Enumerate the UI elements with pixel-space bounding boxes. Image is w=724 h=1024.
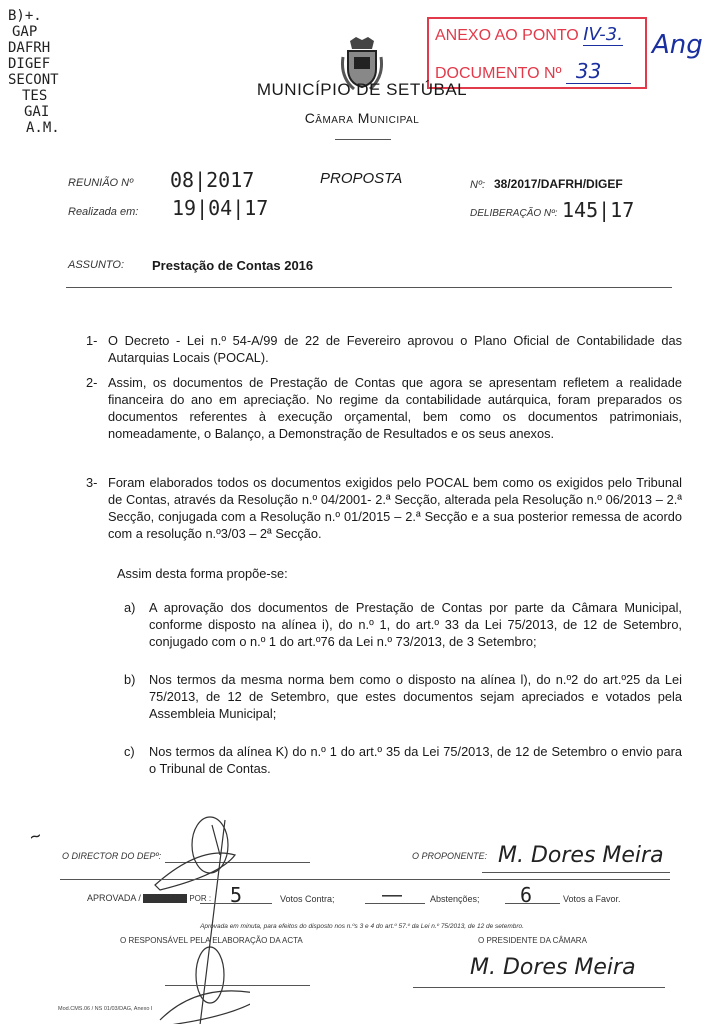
votos-favor-label: Votos a Favor. bbox=[563, 894, 621, 904]
item-number: 1- bbox=[86, 333, 98, 348]
sub-item bbox=[124, 599, 682, 650]
proponente-signature: M. Dores Meira bbox=[498, 843, 664, 868]
reuniao-label: REUNIÃO Nº bbox=[68, 177, 134, 189]
realizada-label: Realizada em: bbox=[68, 206, 139, 218]
reuniao-value: 08|2017 bbox=[170, 168, 255, 192]
document-type: PROPOSTA bbox=[320, 170, 403, 187]
deliberacao-value: 145|17 bbox=[562, 198, 635, 222]
votos-contra-value: 5 bbox=[230, 883, 243, 907]
note: B)+. bbox=[8, 8, 42, 24]
proposal-intro: Assim desta forma propõe-se: bbox=[117, 566, 288, 581]
sub-item-text: Nos termos da alínea K) do n.º 1 do art.º 35 da Lei 75/2013, de 12 de Setembro o envio para o Tribunal de Contas. bbox=[149, 744, 682, 776]
proposal-number: 38/2017/DAFRH/DIGEF bbox=[494, 177, 623, 191]
annex-stamp bbox=[427, 17, 647, 89]
numero-label: Nº: bbox=[470, 179, 486, 191]
item-number: 2- bbox=[86, 375, 98, 390]
presidente-label: O PRESIDENTE DA CÂMARA bbox=[478, 936, 587, 945]
item-text: Foram elaborados todos os documentos exigidos pelo POCAL bem como os exigidos pelo Tribunal de Contas, através da Resolução n.º 04/2001- 2.ª Secção, alterada pela Resolução n.º 06/2013 – 2.ª Secção, conjugada com a Resolução n.º 01/2015 – 2.ª Secção e a sua posterior remessa de acordo com a resolução n.º3/03 – 2ª Secção. bbox=[108, 475, 682, 541]
director-label: O DIRECTOR DO DEPº: bbox=[62, 851, 162, 861]
initials-signature: Ang bbox=[652, 30, 703, 60]
sub-item-text: Nos termos da mesma norma bem como o disposto na alínea l), do n.º2 do art.º25 da Lei 75/2013, de 12 de Setembro, que estes documentos sejam apreciados e votados pela Assembleia Municipal; bbox=[149, 672, 682, 721]
note: GAP bbox=[12, 24, 38, 40]
assunto-value: Prestação de Contas 2016 bbox=[152, 258, 314, 273]
aprovada-label: APROVADA / bbox=[87, 893, 141, 903]
votos-favor-line bbox=[505, 903, 560, 904]
deliberacao-label: DELIBERAÇÃO Nº: bbox=[470, 208, 558, 219]
stamp-annex-label: ANEXO AO PONTO bbox=[435, 27, 579, 44]
list-item bbox=[86, 374, 682, 442]
note: DIGEF bbox=[8, 56, 51, 72]
presidente-signature-line bbox=[413, 987, 665, 988]
subject-divider bbox=[66, 287, 672, 288]
sub-item-letter: b) bbox=[124, 672, 136, 687]
votos-contra-line bbox=[200, 903, 272, 904]
note: DAFRH bbox=[8, 40, 51, 56]
chamber-subtitle: Câmara Municipal bbox=[304, 110, 420, 126]
item-text: O Decreto - Lei n.º 54-A/99 de 22 de Fevereiro aprovou o Plano Oficial de Contabilidade das Autarquias Locais (POCAL). bbox=[108, 333, 682, 365]
note: GAI bbox=[24, 104, 50, 120]
note: A.M. bbox=[26, 120, 60, 136]
form-code: Mod.CMS.06 / NS 01/03/DAG, Anexo I bbox=[58, 1006, 153, 1012]
proponente-signature-line bbox=[482, 872, 670, 873]
votos-contra-label: Votos Contra; bbox=[280, 894, 335, 904]
header-divider bbox=[335, 139, 391, 140]
sub-item bbox=[124, 671, 682, 722]
abstencoes-line bbox=[365, 903, 425, 904]
responsavel-signature-line bbox=[165, 985, 310, 986]
list-item bbox=[86, 332, 682, 366]
minuta-note: Aprovada em minuta, para efeitos do disposto nos n.ºs 3 e 4 do art.º 57.º da Lei n.º 75/2013, de 12 de setembro. bbox=[200, 923, 524, 930]
stamp-document-label: DOCUMENTO Nº bbox=[435, 65, 562, 82]
list-item bbox=[86, 474, 682, 542]
director-initials: ~ bbox=[27, 824, 44, 849]
sub-item-letter: a) bbox=[124, 600, 136, 615]
responsavel-label: O RESPONSÁVEL PELA ELABORAÇÃO DA ACTA bbox=[120, 936, 303, 945]
assunto-label: ASSUNTO: bbox=[68, 259, 125, 271]
item-text: Assim, os documentos de Prestação de Contas que agora se apresentam refletem a realidade financeira do ano em apreciação. No regime da contabilidade autárquica, foram preparados os documentos referentes à execução orçamental, bem como os documentos patrimoniais, nomeadamente, o Balanço, a Demonstração de Resultados e os seus anexos. bbox=[108, 375, 682, 441]
realizada-value: 19|04|17 bbox=[172, 196, 269, 220]
rejeitada-label-struck: REJEITADA bbox=[143, 894, 187, 903]
director-signature bbox=[140, 815, 250, 1024]
signature-divider bbox=[60, 879, 670, 880]
sub-item-letter: c) bbox=[124, 744, 135, 759]
municipality-title: MUNICÍPIO DE SETÚBAL bbox=[256, 80, 468, 99]
abstencoes-label: Abstenções; bbox=[430, 894, 480, 904]
votos-favor-value: 6 bbox=[520, 883, 533, 907]
abstencoes-value: — bbox=[382, 884, 402, 906]
sub-item bbox=[124, 743, 682, 777]
por-label: POR : bbox=[189, 894, 212, 903]
stamp-point-value: IV-3. bbox=[583, 24, 623, 45]
item-number: 3- bbox=[86, 475, 98, 490]
note: TES bbox=[22, 88, 48, 104]
sub-item-text: A aprovação dos documentos de Prestação de Contas por parte da Câmara Municipal, conforme disposto na alínea i), do n.º 1, do art.º 33 da Lei 75/2013, de 12 de Setembro, conjugado com o n.º 1 do art.º76 da Lei n.º 73/2013, de 3 Setembro; bbox=[149, 600, 682, 649]
stamp-document-number: 33 bbox=[566, 59, 631, 84]
note: SECONT bbox=[8, 72, 59, 88]
proponente-label: O PROPONENTE: bbox=[412, 851, 488, 861]
presidente-signature: M. Dores Meira bbox=[470, 955, 636, 980]
